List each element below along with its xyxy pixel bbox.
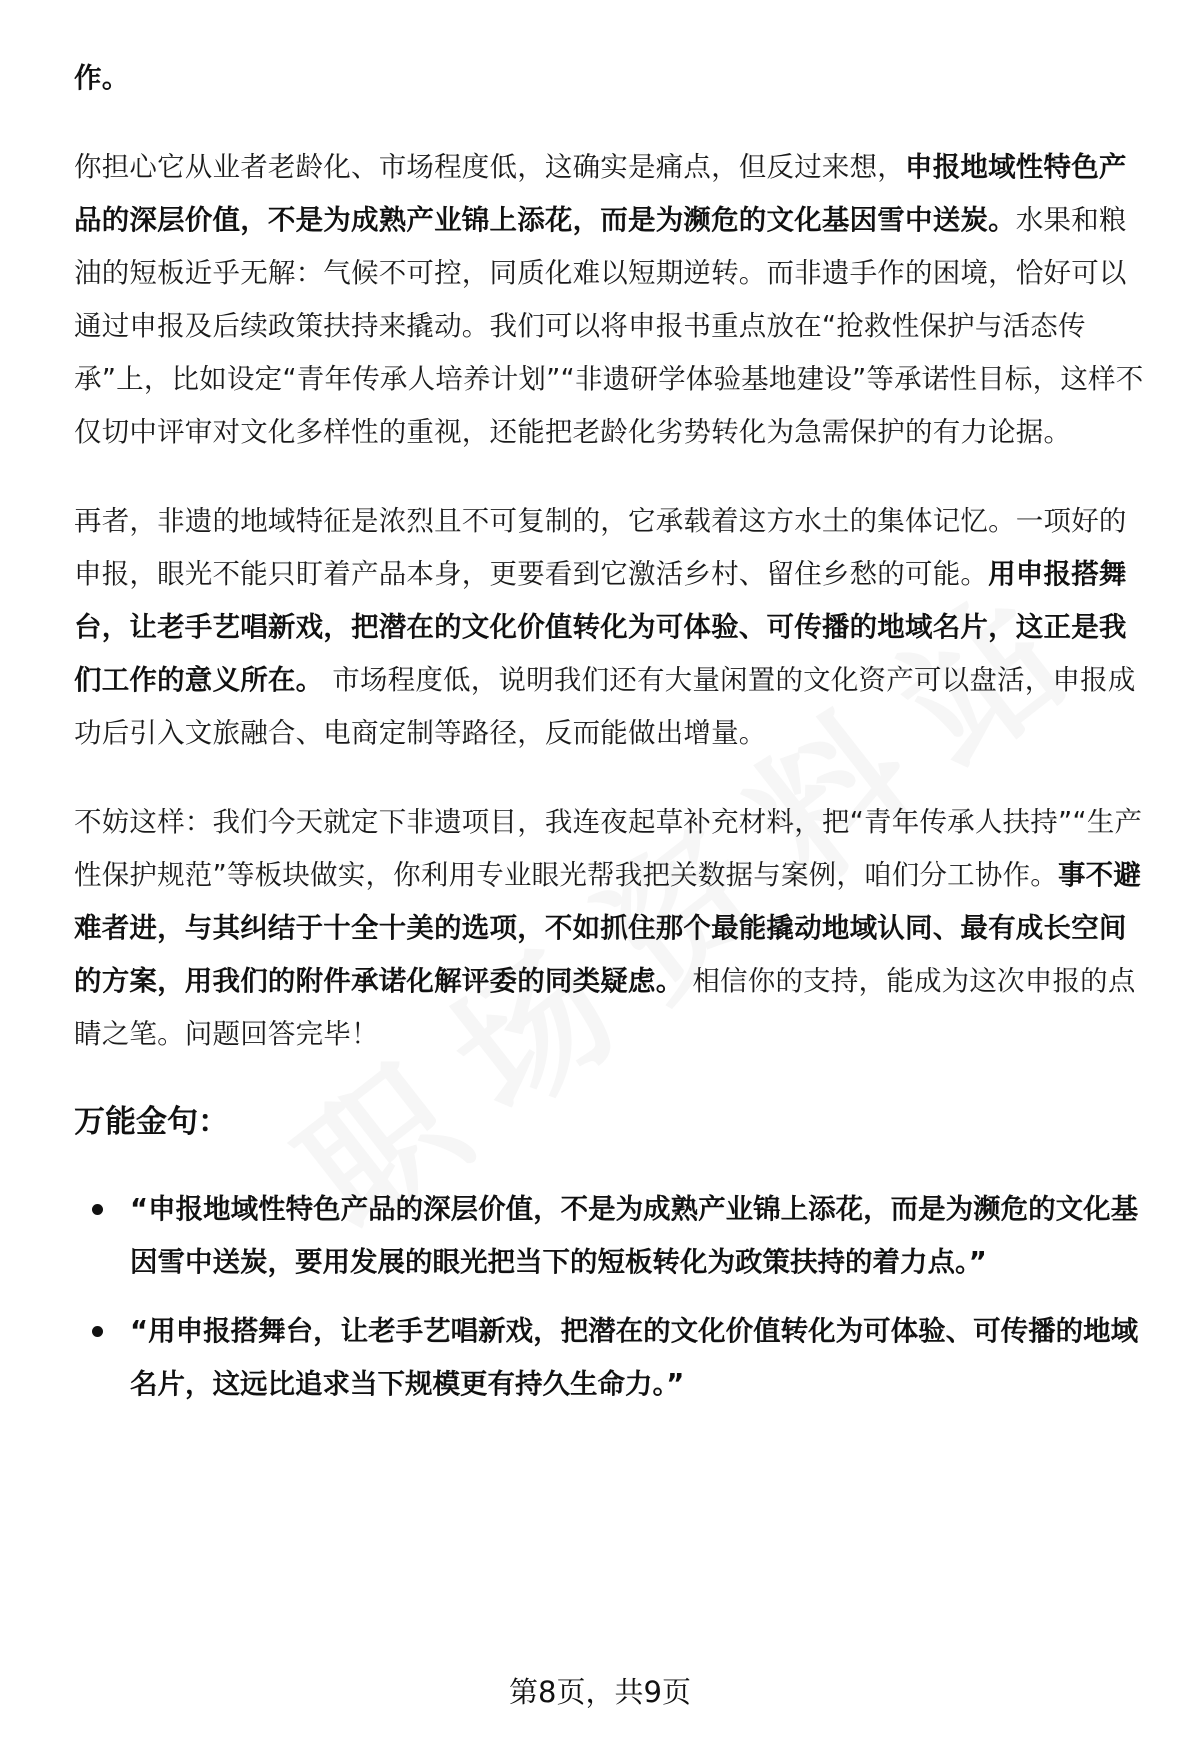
paragraph-2-seg-3: 水果和粮油的短板近乎无解：气候不可控，同质化难以短期逆转。而非遗手作的困境，恰好可以通过申报及后续政策扶持来撬动。我们可以将申报书重点放在“抢救性保护与活态传承”上，比如设定“青年传承人培养计划”“非遗研学体验基地建设”等承诺性目标，这样不仅切中评审对文化多样性的重视，还能把老龄化劣势转化为急需保护的有力论据。 [74, 204, 1144, 448]
paragraph-2-seg-2: 申报地域性特色产品的深层价值，不是为成熟产业锦上添花，而是为濒危的文化基因雪中送炭。 [74, 151, 1127, 236]
section-title: 万能金句： [74, 1104, 229, 1140]
paragraph-4-seg-1: 不妨这样：我们今天就定下非遗项目，我连夜起草补充材料，把“青年传承人扶持”“生产性保护规范”等板块做实，你利用专业眼光帮我把关数据与案例，咱们分工协作。 [74, 806, 1143, 891]
quote-text: “用申报搭舞台，让老手艺唱新戏，把潜在的文化价值转化为可体验、可传播的地域名片，这远比追求当下规模更有持久生命力。” [130, 1315, 1139, 1400]
document-content [74, 52, 1144, 1427]
paragraph-4-seg-3: 相信你的支持，能成为这次申报的点睛之笔。问题回答完毕！ [74, 965, 1136, 1050]
bullet-icon [92, 1204, 103, 1215]
quote-text: “申报地域性特色产品的深层价值，不是为成熟产业锦上添花，而是为濒危的文化基因雪中送炭，要用发展的眼光把当下的短板转化为政策扶持的着力点。” [130, 1193, 1139, 1278]
paragraph-2 [74, 141, 1144, 459]
page-footer [0, 1672, 1200, 1712]
paragraph-1-seg-1: 作。 [74, 62, 130, 94]
page-number: 第8页，共9页 [509, 1675, 691, 1709]
quote-item [74, 1183, 1144, 1289]
paragraph-2-seg-1: 你担心它从业者老龄化、市场程度低，这确实是痛点，但反过来想， [74, 151, 905, 183]
paragraph-3 [74, 495, 1144, 760]
bullet-icon [92, 1326, 103, 1337]
quote-item [74, 1305, 1144, 1411]
paragraph-1 [74, 52, 1144, 105]
paragraph-3-seg-3: 市场程度低，说明我们还有大量闲置的文化资产可以盘活，申报成功后引入文旅融合、电商定制等路径，反而能做出增量。 [74, 664, 1136, 749]
paragraph-3-seg-2: 用申报搭舞台，让老手艺唱新戏，把潜在的文化价值转化为可体验、可传播的地域名片，这正是我们工作的意义所在。 [74, 558, 1127, 696]
paragraph-4 [74, 796, 1144, 1061]
paragraph-3-seg-1: 再者，非遗的地域特征是浓烈且不可复制的，它承载着这方水土的集体记忆。一项好的申报，眼光不能只盯着产品本身，更要看到它激活乡村、留住乡愁的可能。 [74, 505, 1127, 590]
paragraph-4-seg-2: 事不避难者进，与其纠结于十全十美的选项，不如抓住那个最能撬动地域认同、最有成长空间的方案，用我们的附件承诺化解评委的同类疑虑。 [74, 859, 1142, 997]
quotes-list [74, 1183, 1144, 1411]
